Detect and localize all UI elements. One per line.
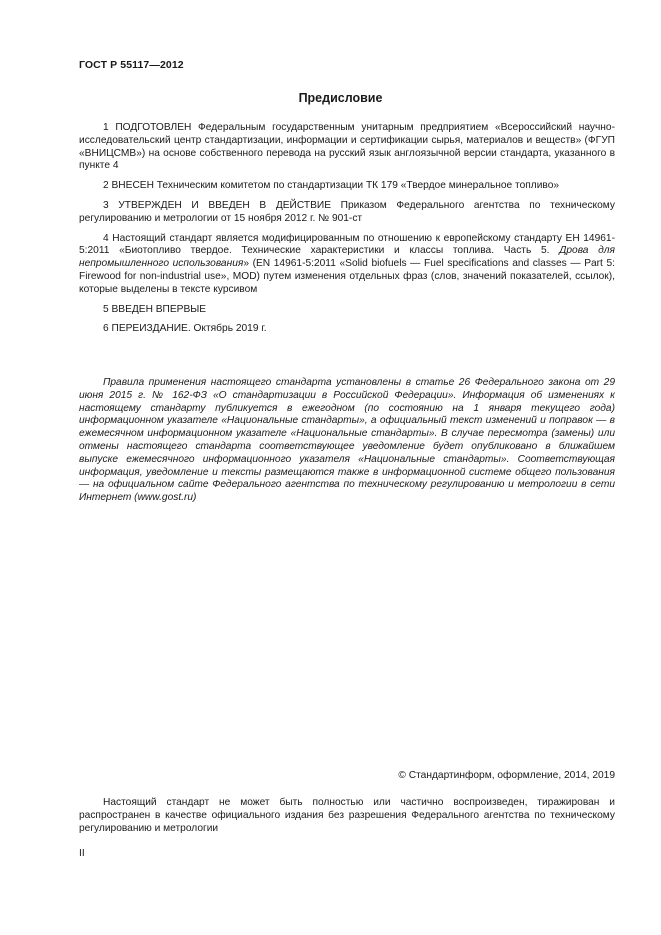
copyright: © Стандартинформ, оформление, 2014, 2019 <box>398 770 615 781</box>
item-modified-part-a: 4 Настоящий стандарт является модифицированным по отношению к европейскому стандарту ЕН 14961-5:2011 «Биотопливо твердое. Технические характеристики и классы топлива. Часть 5. <box>79 232 615 257</box>
item-reissue: 6 ПЕРЕИЗДАНИЕ. Октябрь 2019 г. <box>103 323 267 335</box>
item-modified-part-b: » (EN 14961-5:2011 «Solid biofuels — Fuel specifications and classes — Part 5: Firewood for non-industrial use», MOD) путем изменения отдельных фраз (слов, значений показателей, ссылок), которые выделены в тексте курсивом <box>79 258 616 295</box>
item-modified-italic: Дрова для непромышленного использования <box>79 245 615 270</box>
standard-code: ГОСТ Р 55117—2012 <box>79 59 184 71</box>
page-number: II <box>79 848 85 859</box>
application-rules: Правила применения настоящего стандарта установлены в статье 26 Федерального закона от 29 июня 2015 г. № 162-ФЗ «О стандартизации в Российской Федерации». Информация об изменениях к настоящему стандарту публикуется в ежегодном (по состоянию на 1 января текущего года) информационном указателе «Национальные стандарты», а официальный текст изменений и поправок — в ежемесячном информационном указателе «Национальные стандарты». В случае пересмотра (замены) или отмены настоящего стандарта соответствующее уведомление будет опубликовано в ближайшем выпуске ежемесячного информационного указателя «Национальные стандарты». Соответствующая информация, уведомление и тексты размещаются также в информационной системе общего пользования — на официальном сайте Федерального агентства по техническому регулированию и метрологии в сети Интернет (www.gost.ru) <box>79 377 615 504</box>
reproduction-notice: Настоящий стандарт не может быть полностью или частично воспроизведен, тиражирован и распространен в качестве официального издания без разрешения Федерального агентства по техническому регулированию и метрологии <box>79 797 615 834</box>
foreword-body <box>79 122 615 343</box>
item-submitted: 2 ВНЕСЕН Техническим комитетом по стандартизации ТК 179 «Твердое минеральное топливо» <box>103 180 560 192</box>
page-title: Предисловие <box>298 91 383 105</box>
item-prepared: 1 ПОДГОТОВЛЕН Федеральным государственным унитарным предприятием «Всероссийский научно-исследовательский центр стандартизации, информации и сертификации сырья, материалов и веществ» (ФГУП «ВНИЦСМВ») на основе собственного перевода на русский язык англоязычной версии стандарта, указанного в пункте 4 <box>79 122 615 172</box>
item-first-introduced: 5 ВВЕДЕН ВПЕРВЫЕ <box>103 303 207 315</box>
item-modified <box>79 233 615 297</box>
item-approved: 3 УТВЕРЖДЕН И ВВЕДЕН В ДЕЙСТВИЕ Приказом Федерального агентства по техническому регулированию и метрологии от 15 ноября 2012 г. № 901-ст <box>79 199 615 224</box>
